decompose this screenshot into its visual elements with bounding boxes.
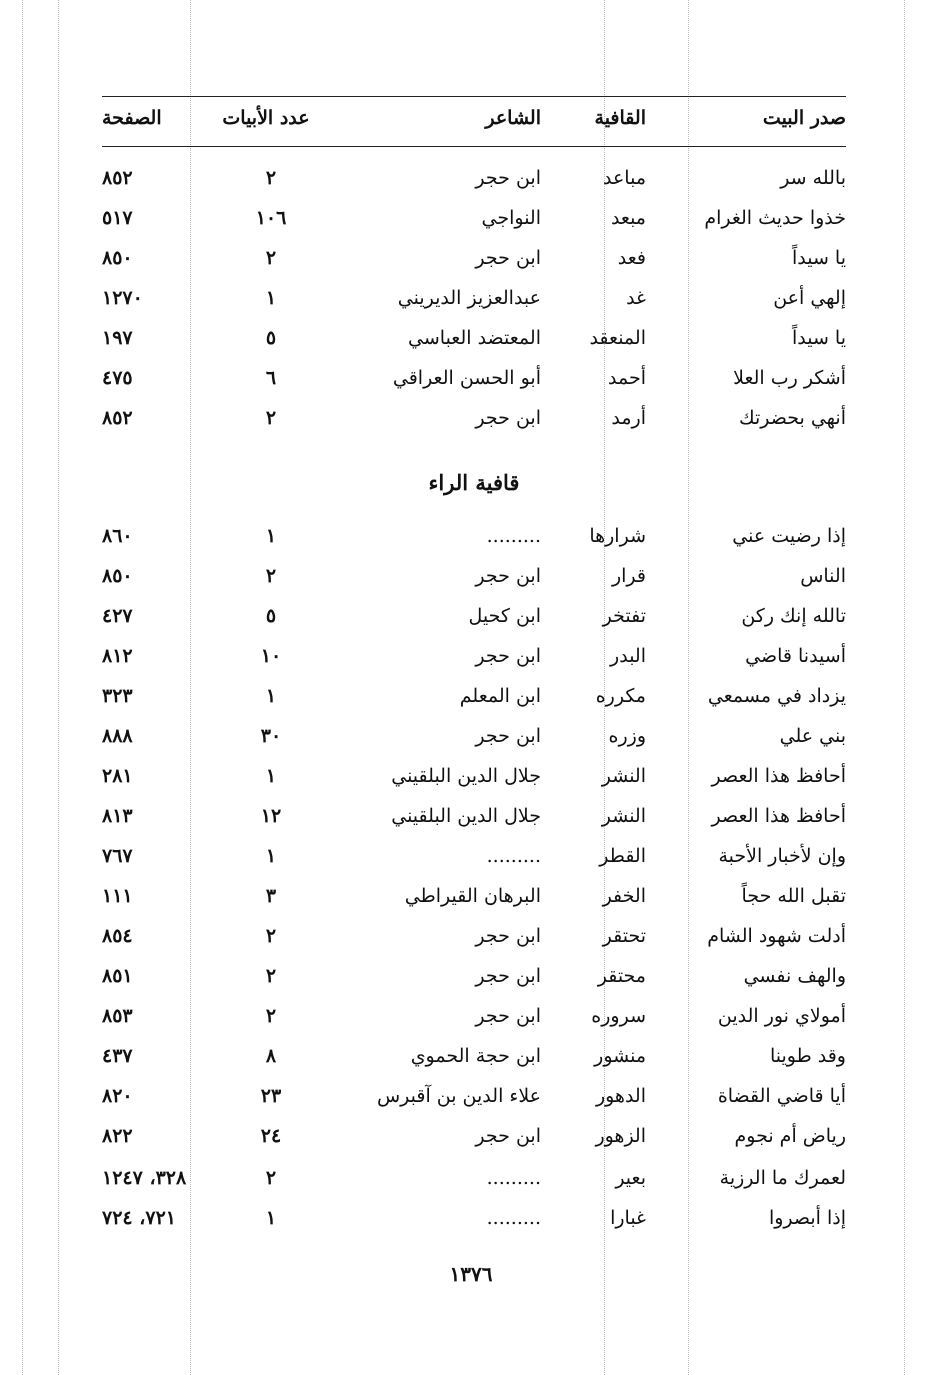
cell-count: ١: [265, 765, 277, 787]
cell-page: ٢٨١: [102, 765, 133, 787]
table-row: [102, 996, 846, 1036]
table-row: [102, 796, 846, 836]
cell-count: ٢: [265, 247, 277, 269]
cell-count: ١: [265, 525, 277, 547]
header-sadr: صدر البيت: [762, 107, 846, 129]
cell-page: ٨٥٢: [102, 167, 133, 189]
cell-qafia: القطر: [599, 845, 646, 867]
cell-qafia: مبعد: [610, 207, 646, 229]
cell-shaer: ابن حجة الحموي: [410, 1045, 541, 1067]
cell-page: ٤٣٧: [102, 1045, 133, 1067]
cell-count: ٢: [265, 965, 277, 987]
header-count: عدد الأبيات: [222, 107, 310, 129]
cell-page: ٧٢١، ٧٢٤: [102, 1207, 176, 1229]
cell-sadr: أحافظ هذا العصر: [711, 765, 846, 787]
cell-qafia: قرار: [611, 565, 646, 587]
cell-count: ٢: [265, 925, 277, 947]
cell-page: ٤٧٥: [102, 367, 133, 389]
cell-shaer: ابن حجر: [475, 407, 541, 429]
cell-sadr: خذوا حديث الغرام: [704, 207, 846, 229]
cell-count: ٢: [265, 1005, 277, 1027]
cell-shaer: عبدالعزيز الديريني: [397, 287, 541, 309]
table-row: [102, 876, 846, 916]
header-page: الصفحة: [102, 107, 162, 129]
cell-qafia: غد: [626, 287, 646, 309]
cell-sadr: أشكر رب العلا: [733, 367, 846, 389]
cell-qafia: مكرره: [595, 685, 646, 707]
cell-page: ٨٥٠: [102, 565, 133, 587]
cell-page: ٨٦٠: [102, 525, 133, 547]
table-row: [102, 278, 846, 318]
cell-page: ٣٢٣: [102, 685, 133, 707]
table-row: [102, 1158, 846, 1198]
cell-count: ٢٤: [260, 1125, 282, 1147]
table-row: [102, 238, 846, 278]
header-shaer: الشاعر: [485, 107, 541, 129]
cell-shaer: جلال الدين البلقيني: [391, 765, 541, 787]
table-row: [102, 556, 846, 596]
cell-page: ٨٥٤: [102, 925, 133, 947]
cell-shaer: ابن كحيل: [468, 605, 541, 627]
cell-count: ١: [265, 685, 277, 707]
cell-shaer: ابن حجر: [475, 565, 541, 587]
cell-sadr: يا سيداً: [791, 327, 846, 349]
table-row: [102, 956, 846, 996]
cell-count: ١: [265, 1207, 277, 1229]
cell-page: ٨٥٠: [102, 247, 133, 269]
cell-shaer: ابن حجر: [475, 965, 541, 987]
table-row: [102, 1198, 846, 1238]
cell-qafia: الزهور: [595, 1125, 646, 1147]
cell-page: ٧٦٧: [102, 845, 133, 867]
table-row: [102, 158, 846, 198]
cell-sadr: تالله إنك ركن: [741, 605, 846, 627]
table-row: [102, 916, 846, 956]
cell-qafia: محتقر: [597, 965, 646, 987]
cell-sadr: يا سيداً: [791, 247, 846, 269]
table-row: [102, 596, 846, 636]
cell-count: ١٠: [260, 645, 282, 667]
cell-page: ٣٢٨، ١٢٤٧: [102, 1167, 187, 1189]
cell-sadr: أدلت شهود الشام: [707, 925, 846, 947]
cell-shaer: جلال الدين البلقيني: [391, 805, 541, 827]
cell-page: ٨٥٣: [102, 1005, 133, 1027]
cell-shaer: المعتضد العباسي: [408, 327, 541, 349]
cell-qafia: الخفر: [602, 885, 646, 907]
cell-shaer: أبو الحسن العراقي: [392, 367, 541, 389]
page-number: ١٣٧٦: [449, 1262, 493, 1286]
cell-sadr: وقد طوينا: [769, 1045, 846, 1067]
section-title: قافية الراء: [428, 470, 520, 495]
cell-page: ١٢٧٠: [102, 287, 143, 309]
cell-count: ٦: [265, 367, 277, 389]
cell-count: ٢: [265, 1167, 277, 1189]
cell-sadr: أنهي بحضرتك: [738, 407, 846, 429]
table-row: [102, 716, 846, 756]
cell-count: ٣٠: [260, 725, 282, 747]
cell-qafia: المنعقد: [589, 327, 646, 349]
cell-shaer: .........: [486, 845, 541, 867]
table-row: [102, 1076, 846, 1116]
cell-shaer: .........: [486, 525, 541, 547]
cell-qafia: النشر: [601, 805, 646, 827]
cell-shaer: النواجي: [481, 207, 541, 229]
table-row: [102, 636, 846, 676]
cell-page: ٨٢٢: [102, 1125, 133, 1147]
cell-qafia: النشر: [601, 765, 646, 787]
cell-qafia: منشور: [594, 1045, 646, 1067]
cell-qafia: البدر: [610, 645, 646, 667]
cell-shaer: ابن حجر: [475, 645, 541, 667]
cell-qafia: غبارا: [610, 1207, 646, 1229]
table-row: [102, 198, 846, 238]
cell-shaer: ابن حجر: [475, 167, 541, 189]
cell-page: ٨١٣: [102, 805, 133, 827]
cell-page: ٨٢٠: [102, 1085, 133, 1107]
cell-sadr: أيا قاضي القضاة: [717, 1085, 846, 1107]
table-row: [102, 836, 846, 876]
cell-page: ٨٥٢: [102, 407, 133, 429]
cell-sadr: إذا أبصروا: [768, 1207, 846, 1229]
cell-sadr: الناس: [800, 565, 846, 587]
cell-qafia: أحمد: [608, 367, 646, 389]
cell-count: ٢٣: [260, 1085, 282, 1107]
cell-qafia: شرارها: [589, 525, 646, 547]
scan-guide: [22, 0, 23, 1375]
cell-sadr: تقبل الله حجاً: [741, 885, 846, 907]
cell-count: ٨: [265, 1045, 277, 1067]
cell-page: ٤٢٧: [102, 605, 133, 627]
cell-sadr: لعمرك ما الرزية: [719, 1167, 846, 1189]
cell-page: ١١١: [102, 885, 133, 907]
table-row: [102, 516, 846, 556]
cell-sadr: بني علي: [779, 725, 846, 747]
cell-shaer: .........: [486, 1167, 541, 1189]
cell-sadr: أحافظ هذا العصر: [711, 805, 846, 827]
scan-guide: [58, 0, 59, 1375]
table-row: [102, 1036, 846, 1076]
cell-qafia: تفتخر: [602, 605, 646, 627]
cell-qafia: الدهور: [595, 1085, 646, 1107]
cell-count: ١: [265, 845, 277, 867]
cell-count: ٢: [265, 167, 277, 189]
cell-shaer: ابن حجر: [475, 1005, 541, 1027]
cell-count: ٢: [265, 565, 277, 587]
cell-count: ٢: [265, 407, 277, 429]
header-rule: [102, 146, 846, 147]
cell-count: ١: [265, 287, 277, 309]
cell-shaer: ابن حجر: [475, 1125, 541, 1147]
table-row: [102, 358, 846, 398]
cell-count: ٣: [265, 885, 277, 907]
cell-sadr: أسيدنا قاضي: [745, 645, 846, 667]
cell-page: ١٩٧: [102, 327, 133, 349]
cell-sadr: بالله سر: [780, 167, 846, 189]
cell-shaer: ابن حجر: [475, 725, 541, 747]
table-row: [102, 398, 846, 438]
cell-sadr: والهف نفسي: [743, 965, 846, 987]
cell-qafia: تحتقر: [602, 925, 646, 947]
table-header: [102, 98, 846, 138]
cell-shaer: .........: [486, 1207, 541, 1229]
cell-sadr: إلهي أعن: [773, 287, 846, 309]
table-row: [102, 676, 846, 716]
cell-qafia: فعد: [617, 247, 646, 269]
cell-shaer: ابن المعلم: [459, 685, 541, 707]
cell-count: ٥: [265, 327, 277, 349]
cell-qafia: أرمد: [611, 407, 646, 429]
cell-qafia: وزره: [608, 725, 646, 747]
top-rule: [102, 96, 846, 97]
table-row: [102, 318, 846, 358]
cell-page: ٨٥١: [102, 965, 133, 987]
table-row: [102, 1116, 846, 1156]
cell-shaer: ابن حجر: [475, 247, 541, 269]
cell-sadr: رياض أم نجوم: [734, 1125, 846, 1147]
cell-shaer: البرهان القيراطي: [404, 885, 541, 907]
cell-sadr: وإن لأخبار الأحبة: [718, 845, 846, 867]
cell-qafia: مباعد: [602, 167, 646, 189]
cell-page: ٥١٧: [102, 207, 133, 229]
cell-count: ١٢: [260, 805, 282, 827]
cell-shaer: علاء الدين بن آقبرس: [376, 1085, 541, 1107]
cell-page: ٨١٢: [102, 645, 133, 667]
cell-shaer: ابن حجر: [475, 925, 541, 947]
cell-qafia: بعير: [615, 1167, 646, 1189]
cell-sadr: يزداد في مسمعي: [707, 685, 846, 707]
cell-count: ١٠٦: [255, 207, 287, 229]
cell-count: ٥: [265, 605, 277, 627]
header-qafia: القافية: [594, 107, 646, 129]
cell-page: ٨٨٨: [102, 725, 133, 747]
scan-guide: [904, 0, 905, 1375]
table-row: [102, 756, 846, 796]
cell-sadr: إذا رضيت عني: [732, 525, 846, 547]
cell-qafia: سروره: [591, 1005, 646, 1027]
cell-sadr: أمولاي نور الدين: [717, 1005, 846, 1027]
